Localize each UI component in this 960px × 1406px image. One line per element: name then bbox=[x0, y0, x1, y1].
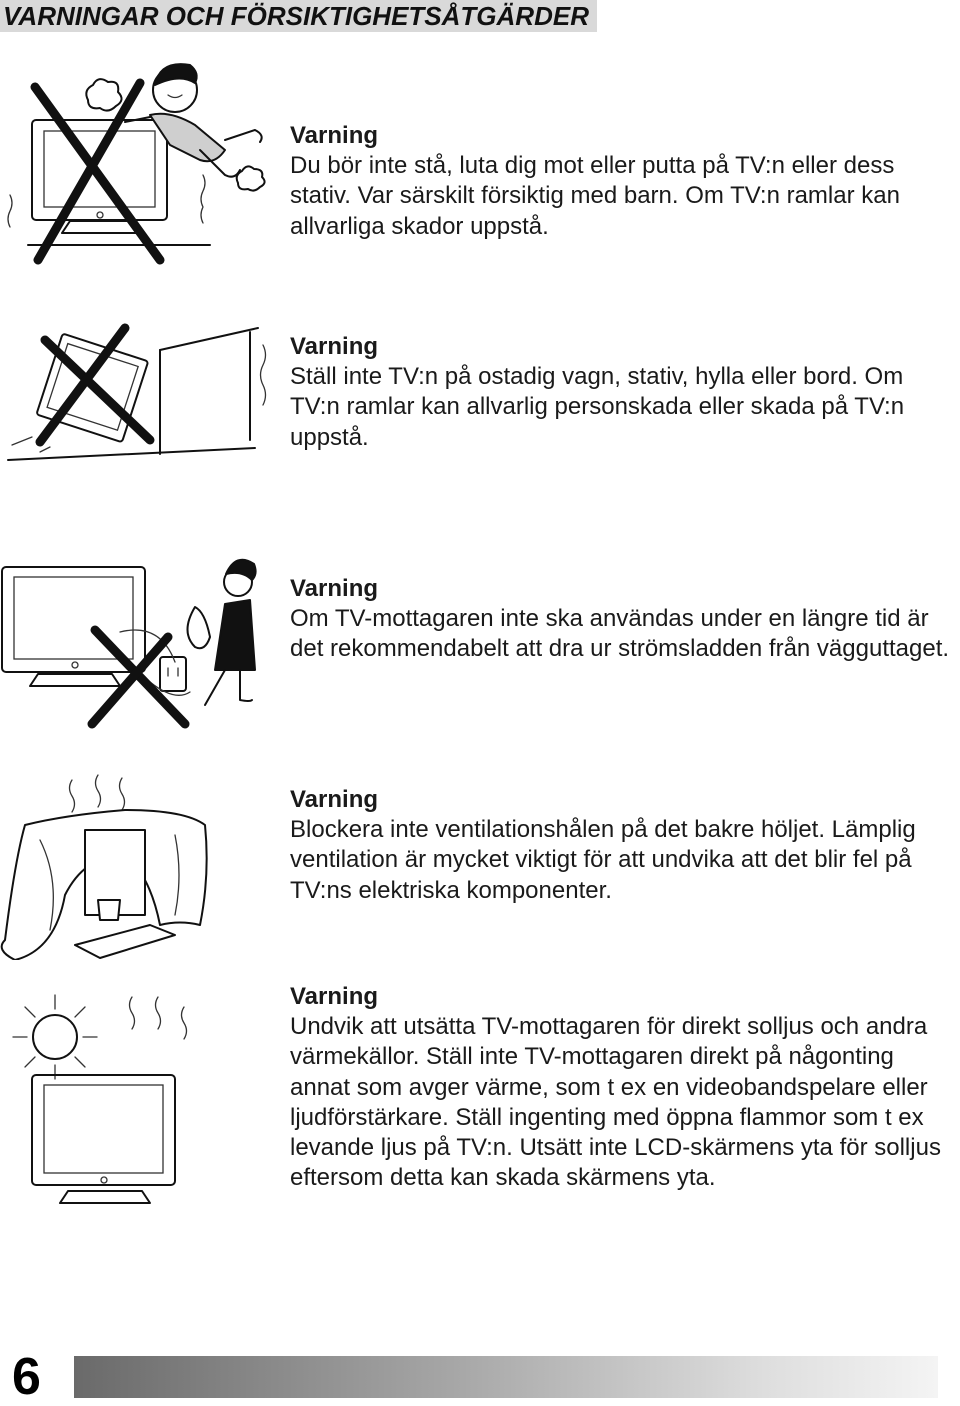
warning-section-4 bbox=[0, 770, 960, 960]
tv-on-unstable-table-icon bbox=[0, 320, 285, 470]
warning-text-2 bbox=[290, 332, 958, 453]
warning-text-4 bbox=[290, 785, 958, 906]
warning-text-3 bbox=[290, 574, 958, 665]
warning-section-1 bbox=[0, 55, 960, 265]
warning-text-5 bbox=[290, 982, 958, 1194]
warning-body: Om TV-mottagaren inte ska användas under en längre tid är det rekommendabelt att dra ur strömsladden från vägguttaget. bbox=[290, 605, 950, 663]
warning-heading: Varning bbox=[290, 122, 379, 149]
warning-body: Blockera inte ventilationshålen på det bakre höljet. Lämplig ventilation är mycket viktigt för att undvika att det blir fel på TV:ns elektriska komponenter. bbox=[290, 816, 916, 904]
page-title: VARNINGAR OCH FÖRSIKTIGHETSÅTGÄRDER bbox=[3, 1, 589, 31]
warning-body: Ställ inte TV:n på ostadig vagn, stativ, hylla eller bord. Om TV:n ramlar kan allvarlig personskada eller skada på TV:n uppstå. bbox=[290, 363, 905, 451]
page-number: 6 bbox=[12, 1348, 41, 1406]
warning-heading: Varning bbox=[290, 333, 379, 360]
footer-gradient-bar bbox=[74, 1356, 938, 1398]
unplug-power-cord-icon bbox=[0, 552, 285, 732]
warning-text-1 bbox=[290, 121, 958, 242]
warning-body: Du bör inte stå, luta dig mot eller putta på TV:n eller dess stativ. Var särskilt försiktig med barn. Om TV:n ramlar kan allvarliga skador uppstå. bbox=[290, 152, 900, 240]
warning-heading: Varning bbox=[290, 575, 379, 602]
tv-in-sunlight-icon bbox=[0, 985, 285, 1215]
warning-section-3 bbox=[0, 552, 960, 732]
child-climbing-tv-icon bbox=[0, 55, 285, 265]
warning-section-2 bbox=[0, 320, 960, 470]
warning-section-5 bbox=[0, 985, 960, 1235]
warning-heading: Varning bbox=[290, 786, 379, 813]
section-header-bar bbox=[0, 0, 597, 32]
covered-tv-ventilation-icon bbox=[0, 770, 285, 960]
warning-body: Undvik att utsätta TV-mottagaren för direkt solljus och andra värmekällor. Ställ inte TV-mottagaren direkt på någonting annat som avger värme, som t ex en videobandspelare eller ljudförstärkare. Ställ ingenting med öppna flammor som t ex levande ljus på TV:n. Utsätt inte LCD-skärmens yta för solljus eftersom detta kan skada skärmens yta. bbox=[290, 1013, 941, 1192]
warning-heading: Varning bbox=[290, 983, 379, 1010]
